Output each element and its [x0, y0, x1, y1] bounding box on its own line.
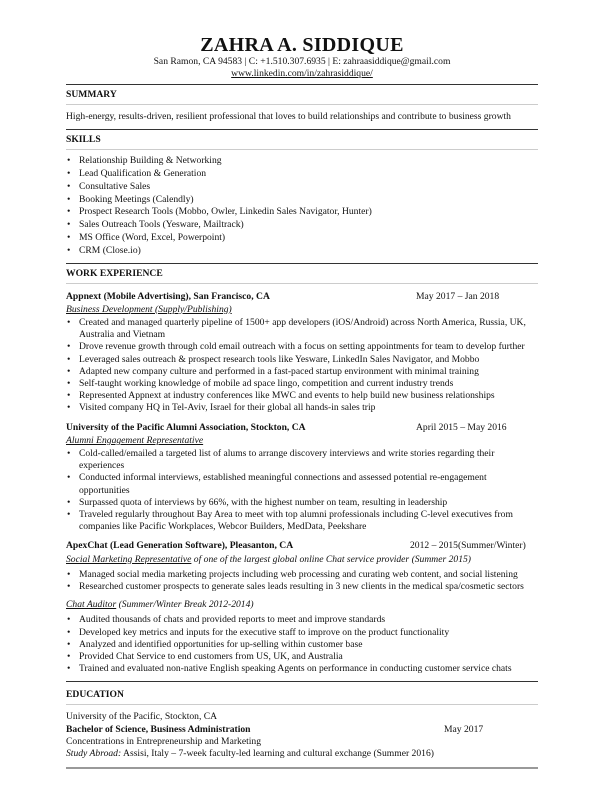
list-item: • Traveled regularly throughout Bay Area to meet with top alumni professionals including C-level executives from companies like Pacific Workplaces, Webcor Builders, MedData, Peekshare — [66, 509, 538, 533]
job-company: University of the Pacific Alumni Association, Stockton, CA — [66, 421, 306, 433]
divider — [66, 84, 538, 85]
job-role-description: (Summer/Winter Break 2012-2014) — [116, 599, 254, 611]
job-company: ApexChat (Lead Generation Software), Pleasanton, CA — [66, 540, 294, 552]
divider — [66, 149, 538, 150]
job-date: May 2017 – Jan 2018 — [416, 290, 500, 302]
edu-abroad-label: Study Abroad: — [66, 748, 122, 760]
candidate-name: ZAHRA A. SIDDIQUE — [200, 34, 404, 56]
section-title-skills: SKILLS — [66, 134, 101, 146]
edu-degree: Bachelor of Science, Business Administration — [66, 723, 251, 735]
job-role-description: of one of the largest global online Chat service provider (Summer 2015) — [191, 553, 471, 565]
linkedin-link[interactable]: www.linkedin.com/in/zahrasiddique/ — [231, 68, 373, 79]
list-item: • Represented Appnext at industry conferences like MWC and events to help build new business relationships — [66, 390, 538, 402]
divider — [66, 129, 538, 130]
list-item: • Visited company HQ in Tel-Aviv, Israel for their global all hands-in sales trip — [66, 402, 538, 414]
job-date: April 2015 – May 2016 — [416, 421, 507, 433]
contact-info: San Ramon, CA 94583 | C: +1.510.307.6935 | E: zahraasiddique@gmail.com — [153, 56, 451, 67]
divider — [66, 704, 538, 705]
section-title-work: WORK EXPERIENCE — [66, 267, 163, 279]
list-item: • Cold-called/emailed a targeted list of alums to arrange discovery interviews and write stories regarding their experiences — [66, 448, 538, 472]
edu-school: University of the Pacific, Stockton, CA — [66, 711, 218, 723]
list-item: • Prospect Research Tools (Mobbo, Owler, Linkedin Sales Navigator, Hunter) — [66, 206, 538, 219]
divider — [66, 104, 538, 105]
section-title-summary: SUMMARY — [66, 89, 117, 100]
list-item: • Sales Outreach Tools (Yesware, Mailtrack) — [66, 219, 538, 232]
edu-abroad-text: Assisi, Italy – 7-week faculty-led learning and cultural exchange (Summer 2016) — [121, 748, 434, 760]
edu-date: May 2017 — [444, 723, 484, 735]
job-entry — [66, 291, 538, 415]
list-item: • MS Office (Word, Excel, Powerpoint) — [66, 232, 538, 245]
job-date: 2012 – 2015(Summer/Winter) — [410, 540, 526, 552]
divider — [66, 767, 538, 769]
list-item: • Analyzed and identified opportunities for up-selling within customer base — [66, 639, 538, 651]
summary-text: High-energy, results-driven, resilient professional that loves to build relationships and contribute to business growth — [66, 111, 511, 122]
resume-page — [66, 34, 538, 769]
list-item: • CRM (Close.io) — [66, 245, 538, 258]
list-item: • Surpassed quota of interviews by 66%, with the highest number on team, resulting in leadership — [66, 497, 538, 509]
job-company: Appnext (Mobile Advertising), San Francisco, CA — [66, 290, 270, 302]
job-entry — [66, 422, 538, 534]
job-role: Business Development (Supply/Publishing) — [66, 303, 232, 315]
list-item: • Developed key metrics and inputs for the executive staff to improve on the product functionality — [66, 627, 538, 639]
list-item: • Drove revenue growth through cold email outreach with a focus on setting appointments for team to develop further — [66, 341, 538, 353]
section-title-education: EDUCATION — [66, 689, 124, 701]
list-item: • Leveraged sales outreach & prospect research tools like Yesware, LinkedIn Sales Navigator, and Mobbo — [66, 354, 538, 366]
list-item: • Lead Qualification & Generation — [66, 168, 538, 181]
job-role: Chat Auditor — [66, 599, 117, 611]
divider — [66, 681, 538, 682]
list-item: • Trained and evaluated non-native English speaking Agents on performance in conducting customer service chats — [66, 663, 538, 675]
list-item: • Provided Chat Service to end customers from US, UK, and Australia — [66, 651, 538, 663]
job-entry — [66, 540, 538, 675]
list-item: • Conducted informal interviews, established meaningful connections and assessed potential re-engagement opportunities — [66, 472, 538, 496]
job-role: Alumni Engagement Representative — [66, 434, 204, 446]
divider — [66, 283, 538, 284]
list-item: • Booking Meetings (Calendly) — [66, 194, 538, 207]
list-item: • Researched customer prospects to generate sales leads resulting in 3 new clients in the medical spa/cosmetic sectors — [66, 581, 538, 593]
list-item: • Audited thousands of chats and provided reports to meet and improve standards — [66, 614, 538, 626]
list-item: • Created and managed quarterly pipeline of 1500+ app developers (iOS/Android) across North America, Russia, UK, Australia and Vietnam — [66, 317, 538, 341]
list-item: • Relationship Building & Networking — [66, 155, 538, 168]
list-item: • Adapted new company culture and performed in a fast-paced startup environment with minimal training — [66, 366, 538, 378]
edu-concentrations: Concentrations in Entrepreneurship and Marketing — [66, 735, 262, 747]
job-role: Social Marketing Representative — [66, 553, 192, 565]
list-item: • Consultative Sales — [66, 181, 538, 194]
skills-list — [66, 155, 538, 257]
list-item: • Self-taught working knowledge of mobile ad space lingo, competition and current industry trends — [66, 378, 538, 390]
divider — [66, 263, 538, 264]
list-item: • Managed social media marketing projects including web processing and curating web content, and social listening — [66, 569, 538, 581]
